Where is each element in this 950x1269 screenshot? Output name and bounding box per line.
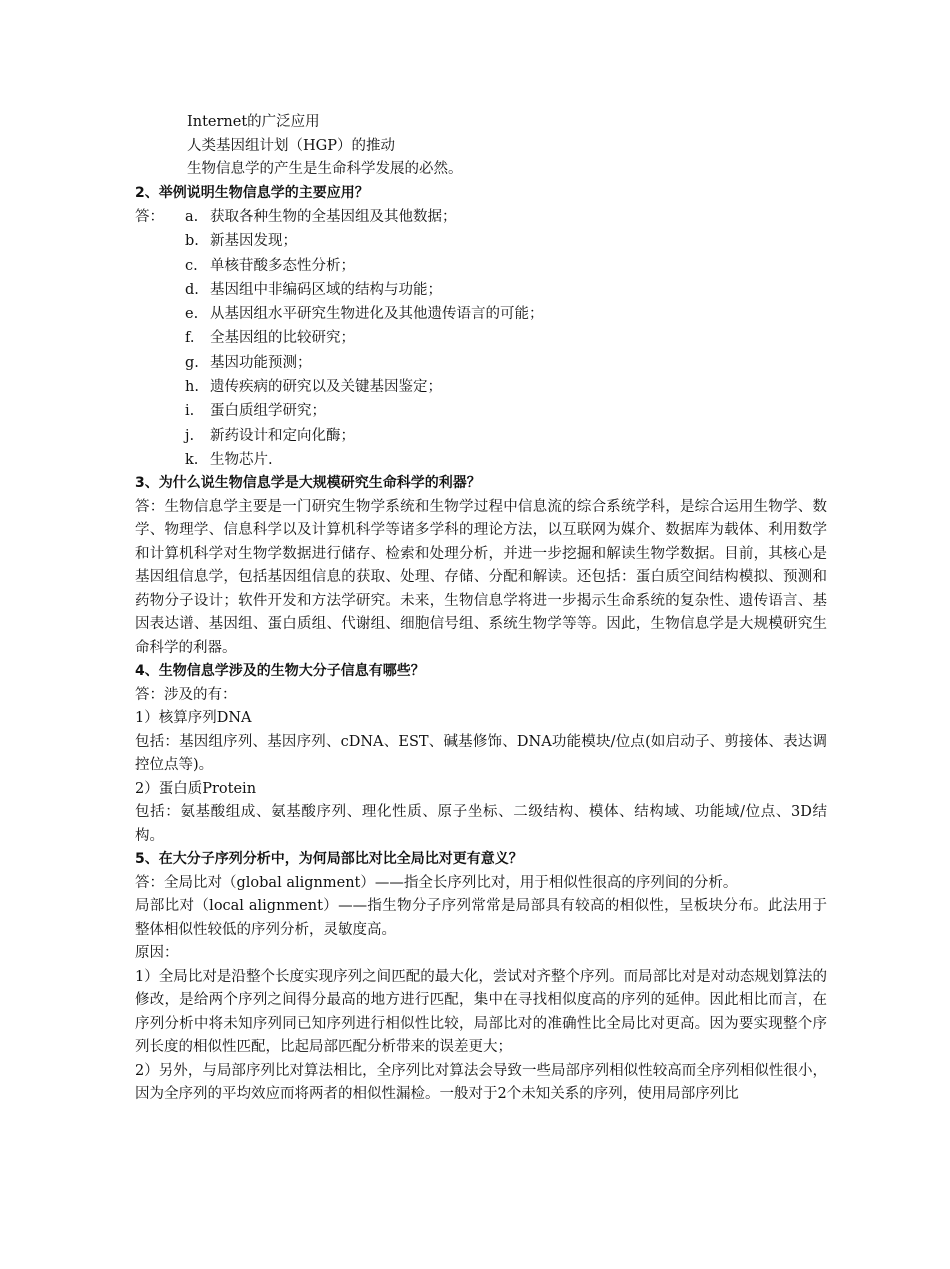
q5-local-alignment: 局部比对（local alignment）——指生物分子序列常常是局部具有较高的相似性，呈板块分布。此法用于整体相似性较低的序列分析，灵敏度高。 — [135, 898, 827, 938]
item-label: c. — [185, 257, 198, 274]
item-label: k. — [185, 451, 199, 468]
q2-answer-item — [135, 375, 835, 399]
question-4-heading: 4、生物信息学涉及的生物大分子信息有哪些？ — [135, 663, 425, 680]
q4-dna-detail: 包括：基因组序列、基因序列、cDNA、EST、碱基修饰、DNA功能模块/位点(如启动子、剪接体、表达调控位点等)。 — [135, 733, 827, 774]
q2-answer-item — [135, 448, 835, 472]
document-body — [135, 111, 835, 1107]
intro-line: 人类基因组计划（HGP）的推动 — [187, 137, 395, 154]
item-text: 新基因发现； — [210, 233, 297, 250]
item-text: 全基因组的比较研究； — [210, 330, 355, 347]
item-label: b. — [185, 233, 199, 250]
answer-prefix: 答： — [135, 209, 164, 225]
item-text: 生物芯片. — [210, 451, 273, 468]
q2-answer-item — [135, 399, 835, 423]
item-text: 单核苷酸多态性分析； — [210, 257, 355, 274]
q2-answer-item — [135, 205, 835, 229]
item-text: 获取各种生物的全基因组及其他数据； — [210, 209, 457, 225]
item-label: h. — [185, 379, 199, 396]
q2-answer-item — [135, 254, 835, 278]
item-text: 基因组中非编码区域的结构与功能； — [210, 281, 442, 298]
item-label: j. — [185, 427, 195, 444]
q5-reason-title: 原因： — [135, 945, 179, 962]
q5-global-alignment: 答：全局比对（global alignment）——指全长序列比对，用于相似性很高的序列间的分析。 — [135, 874, 738, 891]
q2-answer-item — [135, 424, 835, 448]
q2-answer-item — [135, 229, 835, 253]
q4-protein-detail: 包括：氨基酸组成、氨基酸序列、理化性质、原子坐标、二级结构、模体、结构域、功能域/位点、3D结构。 — [135, 804, 827, 844]
question-3-heading: 3、为什么说生物信息学是大规模研究生命科学的利器？ — [135, 475, 481, 492]
item-label: f. — [185, 330, 195, 347]
q4-answer-intro: 答：涉及的有： — [135, 686, 237, 703]
q2-answer-item — [135, 302, 835, 326]
item-text: 遗传疾病的研究以及关键基因鉴定； — [210, 379, 442, 396]
q2-answer-item — [135, 351, 835, 375]
q5-reason-2: 2）另外，与局部序列比对算法相比，全序列比对算法会导致一些局部序列相似性较高而全序列相似性很小，因为全序列的平均效应而将两者的相似性漏检。一般对于2个未知关系的序列，使用局部序列比 — [135, 1062, 827, 1103]
item-label: e. — [185, 306, 199, 323]
item-text: 从基因组水平研究生物进化及其他遗传语言的可能； — [210, 306, 544, 323]
question-2-heading: 2、举例说明生物信息学的主要应用？ — [135, 184, 369, 201]
q5-reason-1: 1）全局比对是沿整个长度实现序列之间匹配的最大化，尝试对齐整个序列。而局部比对是对动态规划算法的修改，是给两个序列之间得分最高的地方进行匹配，集中在寻找相似度高的序列的延伸。因此相比而言，在序列分析中将未知序列同已知序列进行相似性比较，局部比对的准确性比全局比对更高。因为要实现整个序列长度的相似性匹配，比起局部匹配分析带来的误差更大； — [135, 968, 827, 1056]
item-label: i. — [185, 403, 195, 420]
q4-dna-title: 1）核算序列DNA — [135, 710, 252, 727]
question-5-heading: 5、在大分子序列分析中，为何局部比对比全局比对更有意义？ — [135, 851, 523, 868]
q2-answer-item — [135, 326, 835, 350]
intro-line: 生物信息学的产生是生命科学发展的必然。 — [187, 161, 463, 177]
q2-answer-item — [135, 278, 835, 302]
item-label: g. — [185, 354, 199, 371]
q4-protein-title: 2）蛋白质Protein — [135, 780, 257, 797]
intro-line: Internet的广泛应用 — [187, 114, 320, 130]
item-text: 新药设计和定向化酶； — [210, 427, 355, 444]
item-label: d. — [185, 281, 199, 298]
q3-answer-paragraph: 答：生物信息学主要是一门研究生物学系统和生物学过程中信息流的综合系统学科，是综合运用生物学、数学、物理学、信息科学以及计算机科学等诸多学科的理论方法，以互联网为媒介、数据库为载体、利用数学和计算机科学对生物学数据进行储存、检索和处理分析，并进一步挖掘和解读生物学数据。目前，其核心是基因组信息学，包括基因组信息的获取、处理、存储、分配和解读。还包括：蛋白质空间结构模拟、预测和药物分子设计；软件开发和方法学研究。未来，生物信息学将进一步揭示生命系统的复杂性、遗传语言、基因表达谱、基因组、蛋白质组、代谢组、细胞信号组、系统生物学等等。因此，生物信息学是大规模研究生命科学的利器。 — [135, 498, 827, 656]
item-text: 蛋白质组学研究； — [210, 403, 326, 420]
item-label: a. — [185, 209, 199, 225]
item-text: 基因功能预测； — [210, 354, 312, 371]
